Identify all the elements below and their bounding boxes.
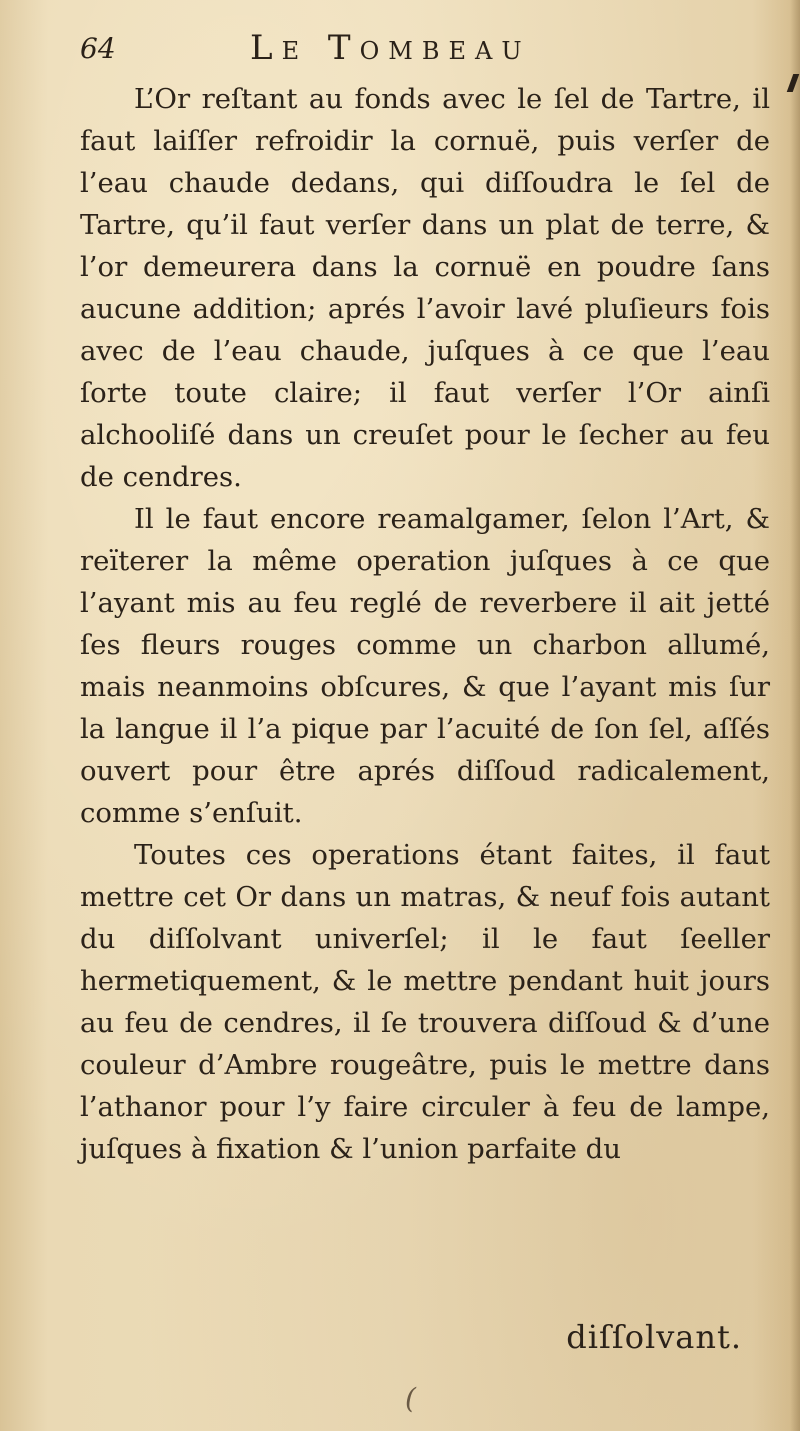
page-header — [60, 28, 700, 80]
main-text — [80, 78, 770, 1170]
paragraph-1: L’Or reſtant au fonds avec le ſel de Tartre, il faut laiſſer refroidir la cornuë, puis verſer de l’eau chaude dedans, qui diſſoudra le ſel de Tartre, qu’il faut verſer dans un plat de terre, & l’or demeurera dans la cornuë en poudre ſans aucune addition; aprés l’avoir lavé pluſieurs fois avec de l’eau chaude, juſques à ce que l’eau ſorte toute claire; il faut verſer l’Or ainſi alchooliſé dans un creuſet pour le ſecher au feu de cendres. — [80, 83, 770, 493]
paragraph-2: Il le faut encore reamalgamer, ſelon l’Art, & reïterer la même operation juſques à ce que l’ayant mis au feu reglé de reverbere il ait jetté ſes fleurs rouges comme un charbon allumé, mais neanmoins obſcures, & que l’ayant mis ſur la langue il l’a pique par l’acuité de ſon ſel, aſſés ouvert pour être aprés diſſoud radicalement, comme s’enſuit. — [80, 503, 770, 829]
stray-ink-mark: ( — [405, 1382, 416, 1415]
page-edge-shadow — [790, 0, 800, 1431]
running-title: Le Tombeau — [250, 28, 531, 68]
paragraph-3: Toutes ces operations étant faites, il faut mettre cet Or dans un matras, & neuf fois autant du diſſolvant univerſel; il le faut ſeeller hermetiquement, & le mettre pendant huit jours au feu de cendres, il ſe trouvera diſſoud & d’une couleur d’Ambre rougeâtre, puis le mettre dans l’athanor pour l’y faire circuler à feu de lampe, juſques à fixation & l’union parfaite du — [80, 839, 770, 1165]
page-number: 64 — [80, 32, 116, 65]
catchword: diſſolvant. — [566, 1318, 742, 1356]
